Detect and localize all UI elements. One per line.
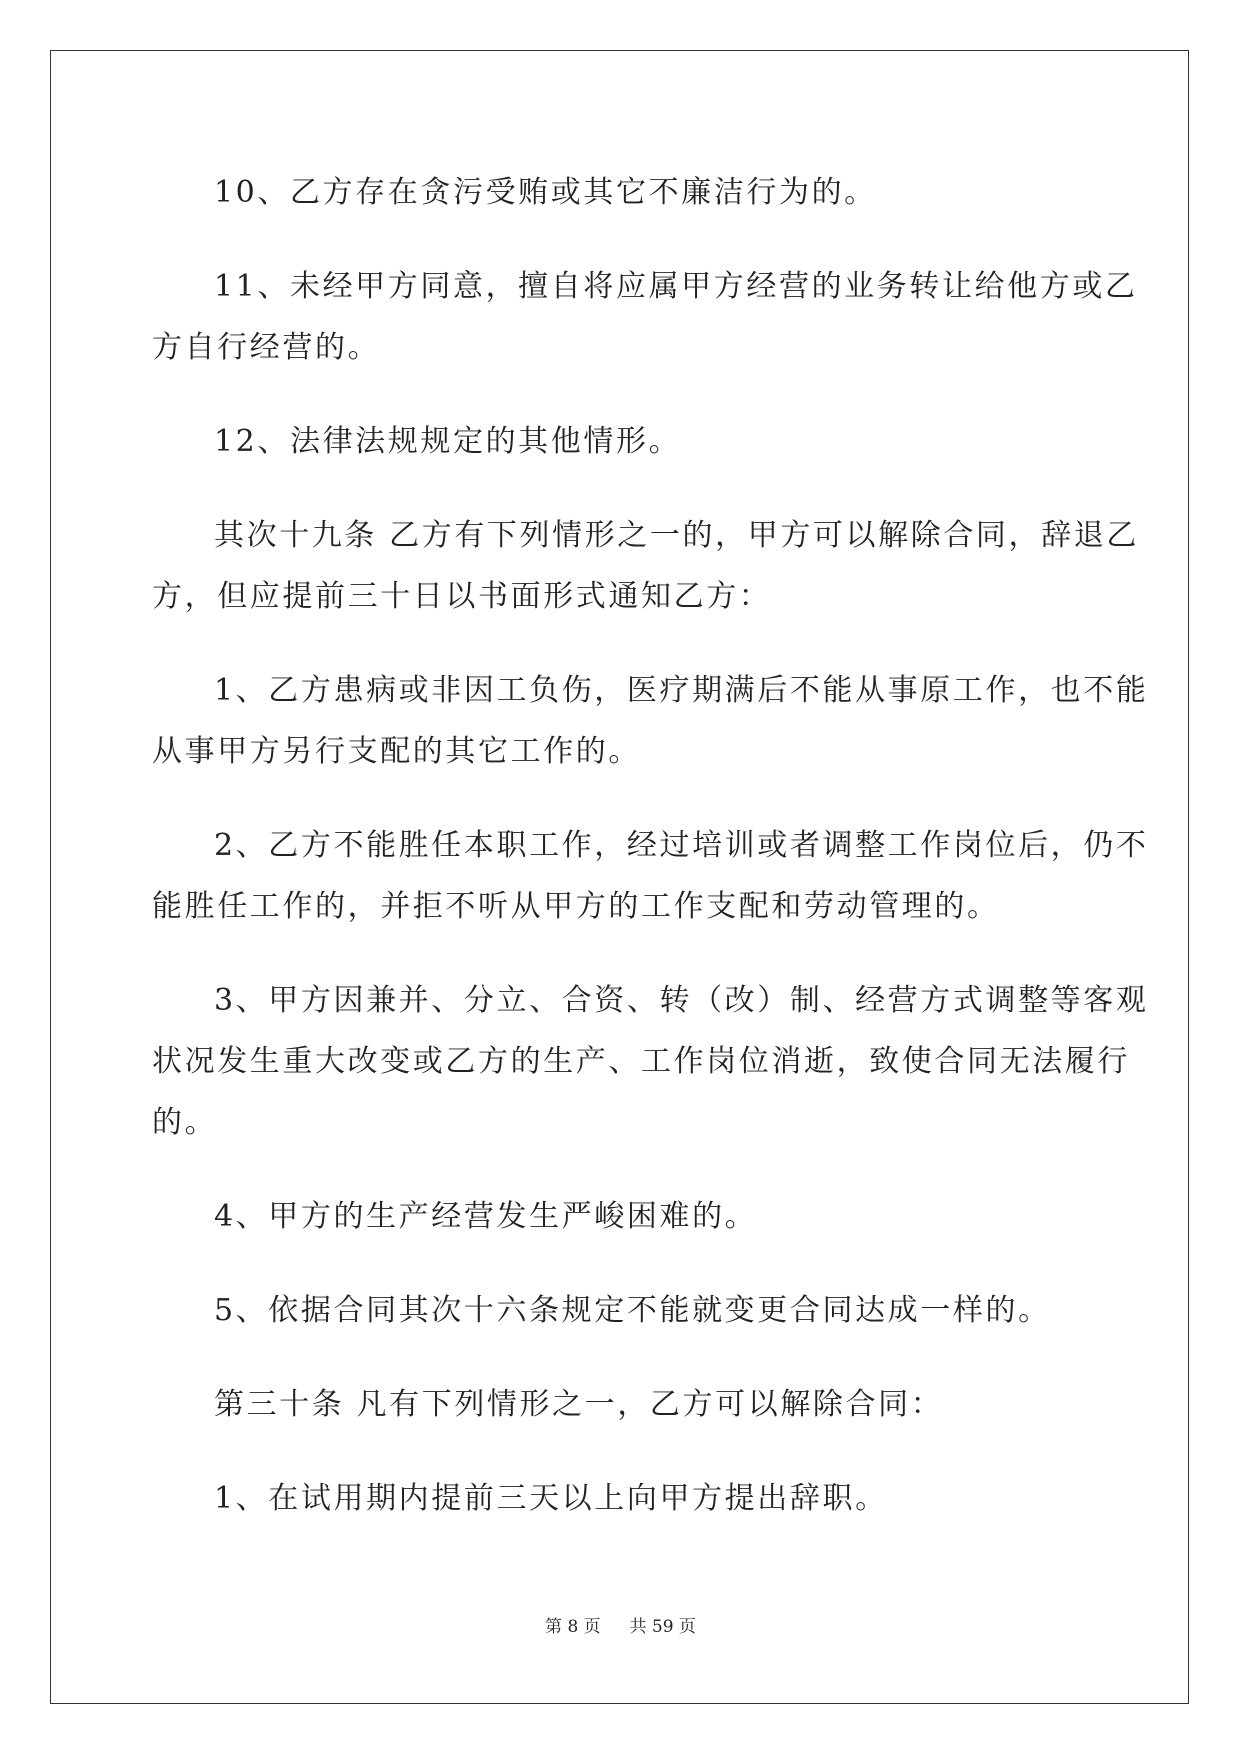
- text-line: 第三十条 凡有下列情形之一，乙方可以解除合同：: [214, 1387, 944, 1422]
- text-line: 3、甲方因兼并、分立、合资、转（改）制、经营方式调整等客观: [214, 983, 1149, 1018]
- paragraph: [152, 162, 1094, 223]
- text-line: 4、甲方的生产经营发生严峻困难的。: [214, 1199, 758, 1234]
- paragraph: [152, 256, 1138, 378]
- page-number: 第 8 页: [545, 1617, 601, 1637]
- paragraph: [152, 1468, 1094, 1529]
- text-line: 能胜任工作的，并拒不听从甲方的工作支配和劳动管理的。: [152, 889, 1000, 924]
- document-body: [152, 162, 1149, 1562]
- paragraph: [152, 1186, 1094, 1247]
- paragraph: [152, 1374, 1094, 1435]
- paragraph: [152, 505, 1139, 627]
- text-line: 1、在试用期内提前三天以上向甲方提出辞职。: [214, 1481, 888, 1516]
- text-line: 其次十九条 乙方有下列情形之一的，甲方可以解除合同，辞退乙: [214, 518, 1139, 553]
- text-line: 10、乙方存在贪污受贿或其它不廉洁行为的。: [214, 175, 877, 210]
- paragraph: [152, 660, 1149, 782]
- text-line: 的。: [152, 1105, 218, 1140]
- text-line: 方自行经营的。: [152, 330, 381, 365]
- paragraph: [152, 970, 1149, 1153]
- text-line: 2、乙方不能胜任本职工作，经过培训或者调整工作岗位后，仍不: [214, 828, 1149, 863]
- text-line: 1、乙方患病或非因工负伤，医疗期满后不能从事原工作，也不能: [214, 673, 1149, 708]
- text-line: 从事甲方另行支配的其它工作的。: [152, 734, 641, 769]
- text-line: 5、依据合同其次十六条规定不能就变更合同达成一样的。: [214, 1293, 1051, 1328]
- text-line: 12、法律法规规定的其他情形。: [214, 424, 682, 459]
- text-line: 状况发生重大改变或乙方的生产、工作岗位消逝，致使合同无法履行: [152, 1044, 1130, 1079]
- total-pages: 共 59 页: [629, 1617, 696, 1637]
- paragraph: [152, 1280, 1094, 1341]
- paragraph: [152, 411, 1094, 472]
- page-footer: [0, 1612, 1241, 1637]
- text-line: 方，但应提前三十日以书面形式通知乙方：: [152, 579, 772, 614]
- text-line: 11、未经甲方同意，擅自将应属甲方经营的业务转让给他方或乙: [214, 269, 1138, 304]
- paragraph: [152, 815, 1149, 937]
